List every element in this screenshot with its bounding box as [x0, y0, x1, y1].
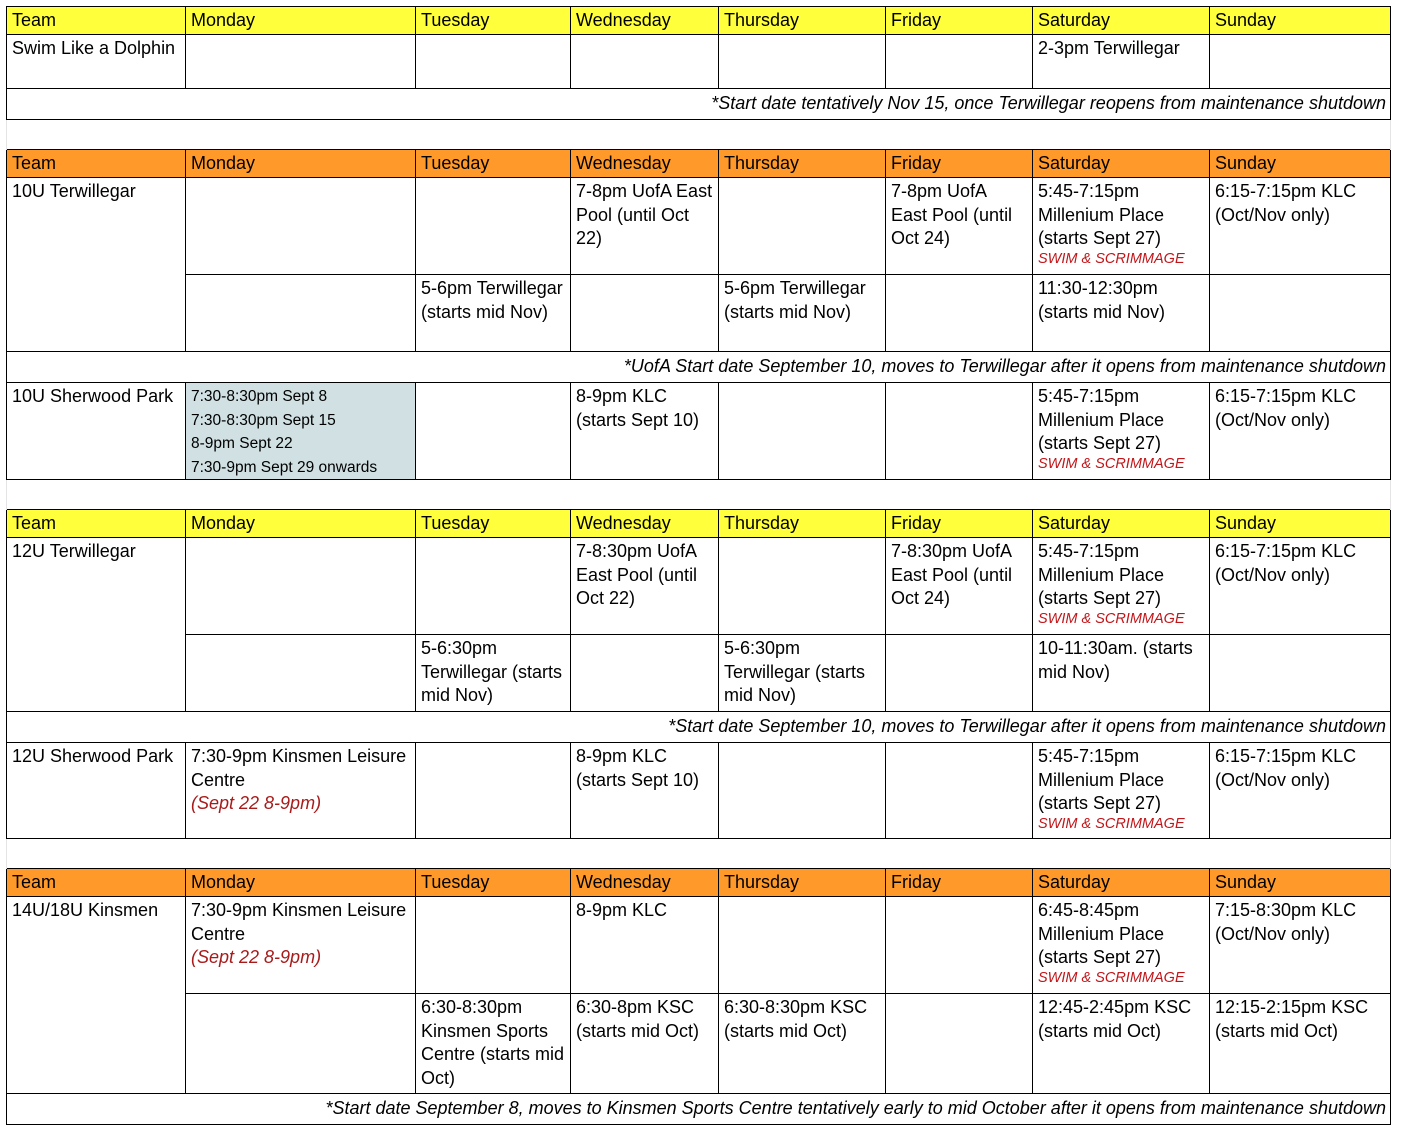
cell[interactable]: 6:15-7:15pm KLC (Oct/Nov only) — [1210, 538, 1391, 635]
header-team[interactable]: Team — [7, 7, 186, 35]
cell[interactable]: 7:15-8:30pm KLC (Oct/Nov only) — [1210, 897, 1391, 994]
header-thursday[interactable]: Thursday — [719, 7, 886, 35]
spacer-row — [7, 480, 1391, 510]
cell[interactable] — [186, 897, 416, 994]
cell[interactable]: 6:30-8:30pm Kinsmen Sports Centre (starts mid Oct) — [416, 994, 571, 1094]
cell[interactable] — [416, 897, 571, 994]
header-sunday[interactable]: Sunday — [1210, 7, 1391, 35]
cell[interactable] — [1033, 743, 1210, 839]
header-wednesday[interactable]: Wednesday — [571, 510, 719, 538]
note-row — [7, 712, 1391, 743]
date-exception-note: (Sept 22 8-9pm) — [191, 947, 322, 967]
cell[interactable] — [719, 538, 886, 635]
cell[interactable] — [1210, 35, 1391, 89]
note-row — [7, 352, 1391, 383]
header-wednesday[interactable]: Wednesday — [571, 869, 719, 897]
date-exception-note: (Sept 22 8-9pm) — [191, 793, 322, 813]
cell[interactable]: 7-8:30pm UofA East Pool (until Oct 22) — [571, 538, 719, 635]
cell[interactable]: 8-9pm KLC (starts Sept 10) — [571, 383, 719, 480]
cell[interactable]: 6:15-7:15pm KLC (Oct/Nov only) — [1210, 178, 1391, 275]
header-sunday[interactable]: Sunday — [1210, 510, 1391, 538]
note-cell[interactable]: *Start date tentatively Nov 15, once Terwillegar reopens from maintenance shutdown — [7, 89, 1391, 120]
swim-scrimmage-tag: SWIM & SCRIMMAGE — [1038, 610, 1185, 627]
cell-text: 6:45-8:45pm Millenium Place (starts Sept 27) — [1038, 900, 1165, 967]
cell[interactable] — [186, 35, 416, 89]
cell[interactable] — [416, 538, 571, 635]
cell[interactable] — [186, 178, 416, 275]
table-row — [7, 383, 1391, 480]
header-tuesday[interactable]: Tuesday — [416, 150, 571, 178]
cell[interactable]: 6:30-8pm KSC (starts mid Oct) — [571, 994, 719, 1094]
table-row — [7, 743, 1391, 839]
cell-text: 5:45-7:15pm Millenium Place (starts Sept 27) — [1038, 746, 1165, 813]
swim-scrimmage-tag: SWIM & SCRIMMAGE — [1038, 455, 1185, 472]
note-row — [7, 89, 1391, 120]
team-cell[interactable]: 10U Sherwood Park — [7, 383, 186, 480]
cell[interactable] — [416, 383, 571, 480]
cell-text: 5:45-7:15pm Millenium Place (starts Sept 27) — [1038, 386, 1165, 453]
table-row — [7, 635, 1391, 712]
header-tuesday[interactable]: Tuesday — [416, 510, 571, 538]
cell[interactable]: 5-6:30pm Terwillegar (starts mid Nov) — [719, 635, 886, 712]
cell[interactable] — [416, 35, 571, 89]
team-cell[interactable]: 10U Terwillegar — [7, 178, 186, 352]
cell[interactable] — [1033, 178, 1210, 275]
cell-line: 7:30-8:30pm Sept 15 — [191, 411, 336, 429]
header-friday[interactable]: Friday — [886, 7, 1033, 35]
cell[interactable] — [186, 275, 416, 352]
header-saturday[interactable]: Saturday — [1033, 7, 1210, 35]
note-row — [7, 1094, 1391, 1125]
cell-line: 7:30-8:30pm Sept 8 — [191, 388, 328, 405]
cell[interactable]: 5-6pm Terwillegar (starts mid Nov) — [416, 275, 571, 352]
table-row — [7, 35, 1391, 89]
table-row — [7, 994, 1391, 1094]
cell[interactable] — [1210, 635, 1391, 712]
swim-scrimmage-tag: SWIM & SCRIMMAGE — [1038, 815, 1185, 832]
cell[interactable] — [886, 383, 1033, 480]
team-cell[interactable]: Swim Like a Dolphin — [7, 35, 186, 89]
cell[interactable]: 10-11:30am. (starts mid Nov) — [1033, 635, 1210, 712]
header-monday[interactable]: Monday — [186, 869, 416, 897]
cell[interactable]: 7-8pm UofA East Pool (until Oct 22) — [571, 178, 719, 275]
cell[interactable] — [886, 897, 1033, 994]
cell-text: 7:30-9pm Kinsmen Leisure Centre — [191, 900, 407, 944]
cell[interactable] — [886, 994, 1033, 1094]
header-monday[interactable]: Monday — [186, 510, 416, 538]
spacer-cell — [7, 480, 1391, 510]
cell[interactable] — [571, 275, 719, 352]
note-cell[interactable]: *UofA Start date September 10, moves to Terwillegar after it opens from maintenance shutdown — [7, 352, 1391, 383]
header-friday[interactable]: Friday — [886, 869, 1033, 897]
cell[interactable] — [719, 383, 886, 480]
cell-text: 5:45-7:15pm Millenium Place (starts Sept 27) — [1038, 181, 1165, 248]
cell[interactable] — [719, 743, 886, 839]
cell[interactable]: 6:30-8:30pm KSC (starts mid Oct) — [719, 994, 886, 1094]
spacer-cell — [7, 839, 1391, 869]
header-thursday[interactable]: Thursday — [719, 869, 886, 897]
highlighted-cell[interactable] — [186, 383, 416, 480]
cell-text: 5:45-7:15pm Millenium Place (starts Sept 27) — [1038, 541, 1165, 608]
header-wednesday[interactable]: Wednesday — [571, 150, 719, 178]
cell[interactable] — [719, 897, 886, 994]
cell[interactable] — [1033, 897, 1210, 994]
cell[interactable]: 2-3pm Terwillegar — [1033, 35, 1210, 89]
schedule-sheet — [6, 6, 1391, 1125]
cell[interactable] — [186, 743, 416, 839]
cell[interactable]: 12:45-2:45pm KSC (starts mid Oct) — [1033, 994, 1210, 1094]
cell[interactable] — [719, 178, 886, 275]
header-tuesday[interactable]: Tuesday — [416, 869, 571, 897]
header-saturday[interactable]: Saturday — [1033, 150, 1210, 178]
cell[interactable]: 11:30-12:30pm (starts mid Nov) — [1033, 275, 1210, 352]
table-row — [7, 538, 1391, 635]
cell[interactable] — [416, 178, 571, 275]
cell[interactable] — [571, 635, 719, 712]
header-friday[interactable]: Friday — [886, 150, 1033, 178]
cell-line: 8-9pm Sept 22 — [191, 435, 293, 452]
cell[interactable]: 7-8:30pm UofA East Pool (until Oct 24) — [886, 538, 1033, 635]
cell[interactable]: 5-6pm Terwillegar (starts mid Nov) — [719, 275, 886, 352]
cell[interactable]: 6:15-7:15pm KLC (Oct/Nov only) — [1210, 743, 1391, 839]
cell[interactable] — [719, 35, 886, 89]
header-row — [7, 150, 1391, 178]
cell[interactable] — [186, 994, 416, 1094]
header-row — [7, 869, 1391, 897]
cell[interactable] — [1033, 383, 1210, 480]
table-row — [7, 178, 1391, 275]
header-team[interactable]: Team — [7, 510, 186, 538]
cell[interactable]: 6:15-7:15pm KLC (Oct/Nov only) — [1210, 383, 1391, 480]
team-cell[interactable]: 12U Terwillegar — [7, 538, 186, 712]
header-thursday[interactable]: Thursday — [719, 510, 886, 538]
team-cell[interactable]: 14U/18U Kinsmen — [7, 897, 186, 1094]
cell[interactable] — [1210, 275, 1391, 352]
header-sunday[interactable]: Sunday — [1210, 150, 1391, 178]
header-saturday[interactable]: Saturday — [1033, 869, 1210, 897]
cell[interactable]: 5-6:30pm Terwillegar (starts mid Nov) — [416, 635, 571, 712]
team-cell[interactable]: 12U Sherwood Park — [7, 743, 186, 839]
cell[interactable] — [886, 275, 1033, 352]
cell-text: 7:30-9pm Kinsmen Leisure Centre — [191, 746, 407, 790]
cell[interactable]: 7-8pm UofA East Pool (until Oct 24) — [886, 178, 1033, 275]
cell-line: 7:30-9pm Sept 29 onwards — [191, 458, 378, 476]
header-monday[interactable]: Monday — [186, 7, 416, 35]
cell[interactable]: 12:15-2:15pm KSC (starts mid Oct) — [1210, 994, 1391, 1094]
header-monday[interactable]: Monday — [186, 150, 416, 178]
header-thursday[interactable]: Thursday — [719, 150, 886, 178]
header-saturday[interactable]: Saturday — [1033, 510, 1210, 538]
header-team[interactable]: Team — [7, 150, 186, 178]
spacer-cell — [7, 120, 1391, 150]
cell[interactable] — [1033, 538, 1210, 635]
cell[interactable] — [186, 538, 416, 635]
table-row — [7, 897, 1391, 994]
header-team[interactable]: Team — [7, 869, 186, 897]
header-sunday[interactable]: Sunday — [1210, 869, 1391, 897]
cell[interactable] — [186, 635, 416, 712]
cell[interactable] — [571, 35, 719, 89]
cell[interactable] — [886, 635, 1033, 712]
header-row — [7, 510, 1391, 538]
header-row — [7, 7, 1391, 35]
cell[interactable] — [886, 743, 1033, 839]
note-cell[interactable]: *Start date September 10, moves to Terwillegar after it opens from maintenance shutdown — [7, 712, 1391, 743]
cell[interactable] — [886, 35, 1033, 89]
header-friday[interactable]: Friday — [886, 510, 1033, 538]
swim-scrimmage-tag: SWIM & SCRIMMAGE — [1038, 250, 1185, 267]
note-cell[interactable]: *Start date September 8, moves to Kinsmen Sports Centre tentatively early to mid October after it opens from maintenance shutdown — [7, 1094, 1391, 1125]
header-tuesday[interactable]: Tuesday — [416, 7, 571, 35]
cell[interactable] — [416, 743, 571, 839]
cell[interactable]: 8-9pm KLC — [571, 897, 719, 994]
header-wednesday[interactable]: Wednesday — [571, 7, 719, 35]
swim-scrimmage-tag: SWIM & SCRIMMAGE — [1038, 969, 1185, 986]
spacer-row — [7, 839, 1391, 869]
table-row — [7, 275, 1391, 352]
spacer-row — [7, 120, 1391, 150]
cell[interactable]: 8-9pm KLC (starts Sept 10) — [571, 743, 719, 839]
